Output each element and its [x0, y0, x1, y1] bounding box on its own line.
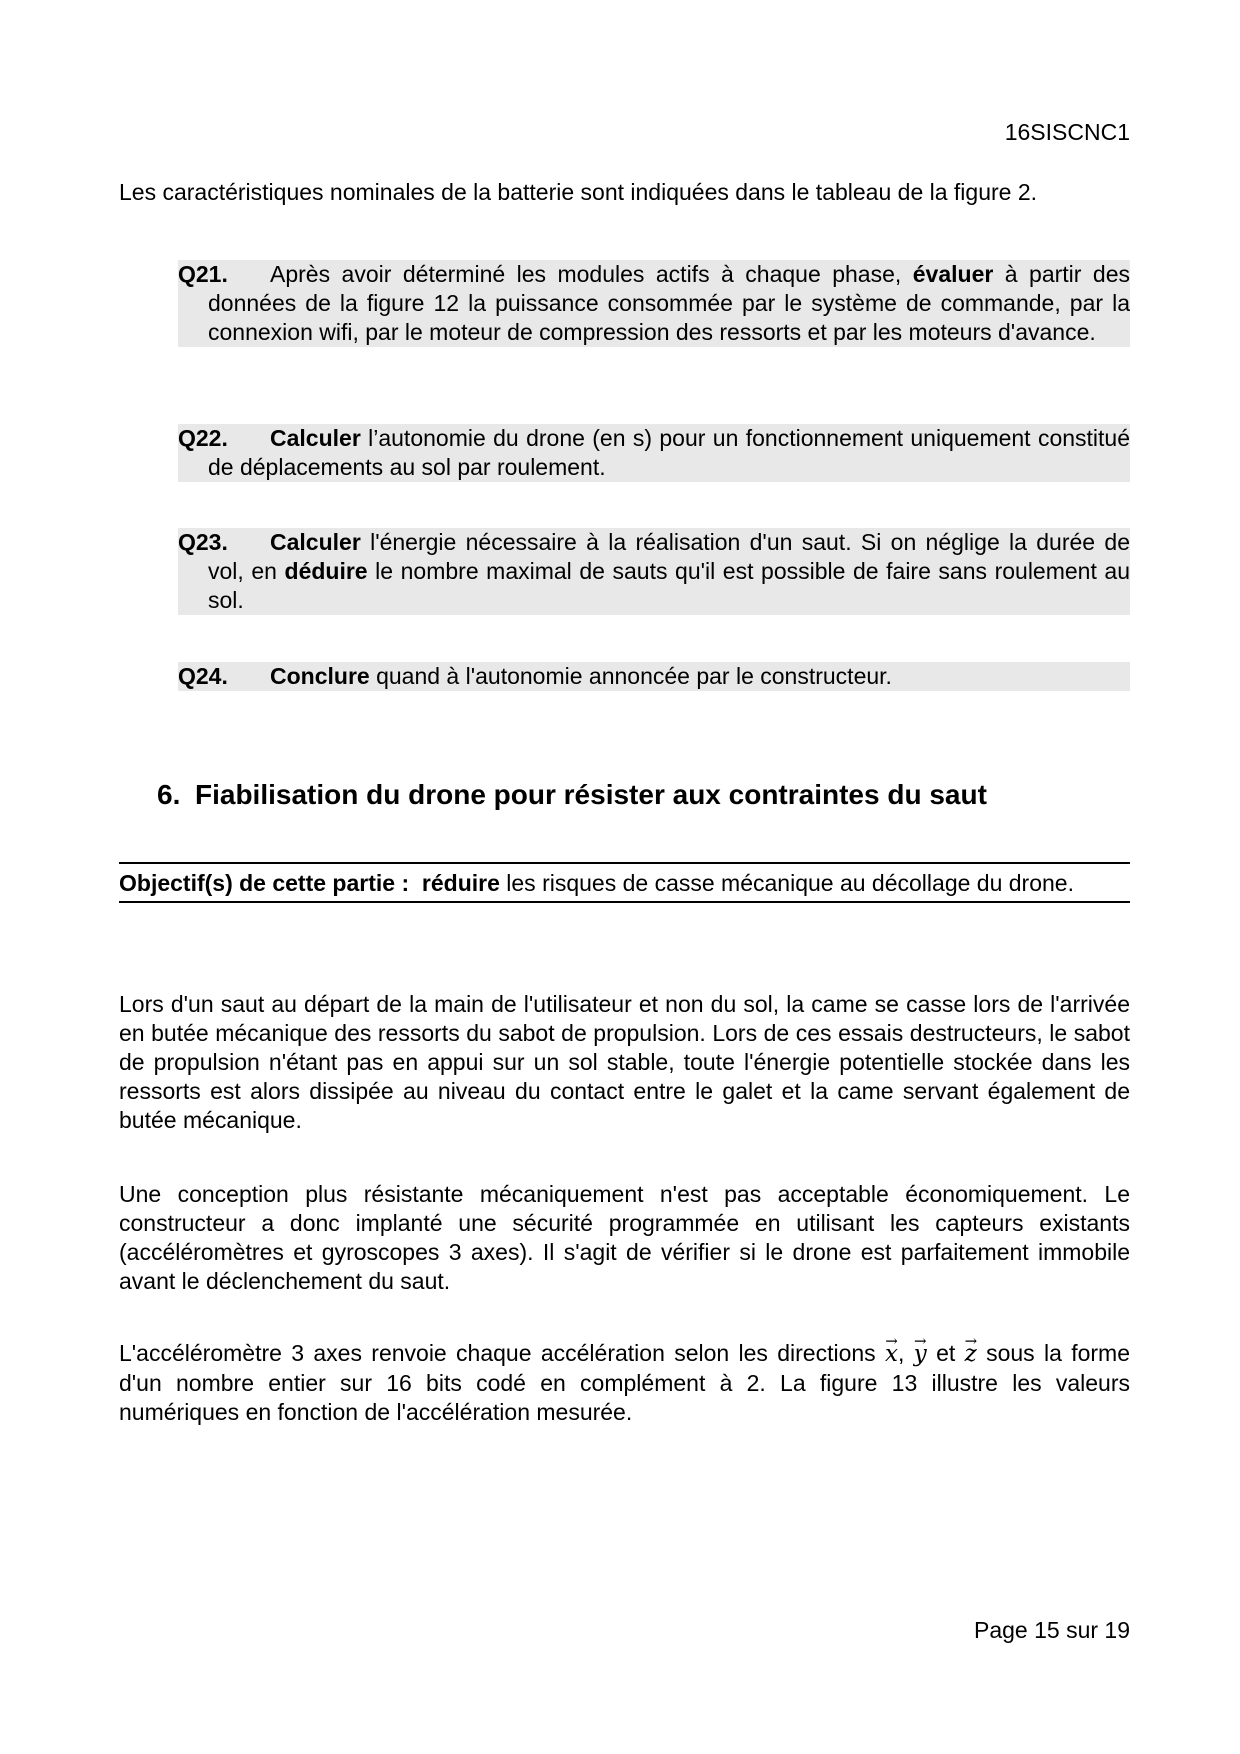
question-number: Q24. [178, 663, 228, 689]
vector-z: → z [965, 1340, 977, 1369]
vector-y: → y [914, 1340, 927, 1369]
objective-box [119, 862, 1130, 903]
question-q21 [178, 260, 1130, 347]
question-keyword: Conclure [270, 663, 370, 689]
question-text: l'énergie nécessaire à la réalisation d'un saut. Si on néglige la durée de vol, en [208, 529, 1130, 584]
separator: , [898, 1340, 914, 1366]
question-keyword: déduire [284, 558, 368, 584]
objective-label: Objectif(s) de cette partie : [119, 870, 410, 896]
section-number: 6. [157, 779, 181, 810]
paragraph-text: L'accéléromètre 3 axes renvoie chaque accélération selon les directions [119, 1340, 886, 1366]
section-heading [157, 778, 987, 812]
intro-paragraph: Les caractéristiques nominales de la batterie sont indiquées dans le tableau de la figure 2. [119, 179, 1038, 205]
separator: et [926, 1340, 965, 1366]
question-number: Q22. [178, 425, 228, 451]
question-keyword: évaluer [912, 261, 994, 287]
paragraph-text: sous la forme d'un nombre entier sur 16 bits codé en complément à 2. La figure 13 illustre les valeurs numériques en fonction de l'accélération mesurée. [119, 1340, 1131, 1425]
page-number: Page 15 sur 19 [973, 1617, 1130, 1643]
document-code: 16SISCNC1 [1004, 119, 1130, 145]
question-text: Après avoir déterminé les modules actifs à chaque phase, [270, 261, 913, 287]
section-title: Fiabilisation du drone pour résister aux contraintes du saut [195, 779, 987, 810]
question-text: quand à l'autonomie annoncée par le constructeur. [369, 663, 892, 689]
question-q23 [178, 528, 1130, 615]
paragraph-accelerometer [119, 1339, 1130, 1427]
objective-text: les risques de casse mécanique au décollage du drone. [499, 870, 1074, 896]
vector-x: → x [885, 1340, 898, 1369]
question-keyword: Calculer [270, 529, 361, 555]
question-text: à partir des données de la figure 12 la puissance consommée par le système de commande, par la connexion wifi, par le moteur de compression des ressorts et par les moteurs d'avance. [208, 261, 1130, 345]
question-keyword: Calculer [270, 425, 361, 451]
paragraph-safety: Une conception plus résistante mécaniquement n'est pas acceptable économiquement. Le constructeur a donc implanté une sécurité programmée en utilisant les capteurs existants (accéléromètres et gyroscopes 3 axes). Il s'agit de vérifier si le drone est parfaitement immobile avant le déclenchement du saut. [119, 1181, 1130, 1294]
question-text: l’autonomie du drone (en s) pour un fonctionnement uniquement constitué de déplacements au sol par roulement. [208, 425, 1130, 480]
question-number: Q23. [178, 529, 228, 555]
question-text: le nombre maximal de sauts qu'il est possible de faire sans roulement au sol. [208, 558, 1131, 613]
objective-verb: réduire [421, 870, 500, 896]
question-number: Q21. [178, 261, 228, 287]
question-q24 [178, 662, 1130, 691]
question-q22 [178, 424, 1130, 482]
paragraph-cam-failure: Lors d'un saut au départ de la main de l'utilisateur et non du sol, la came se casse lors de l'arrivée en butée mécanique des ressorts du sabot de propulsion. Lors de ces essais destructeurs, le sabot de propulsion n'étant pas en appui sur un sol stable, toute l'énergie potentielle stockée dans les ressorts est alors dissipée au niveau du contact entre le galet et la came servant également de butée mécanique. [119, 991, 1130, 1133]
